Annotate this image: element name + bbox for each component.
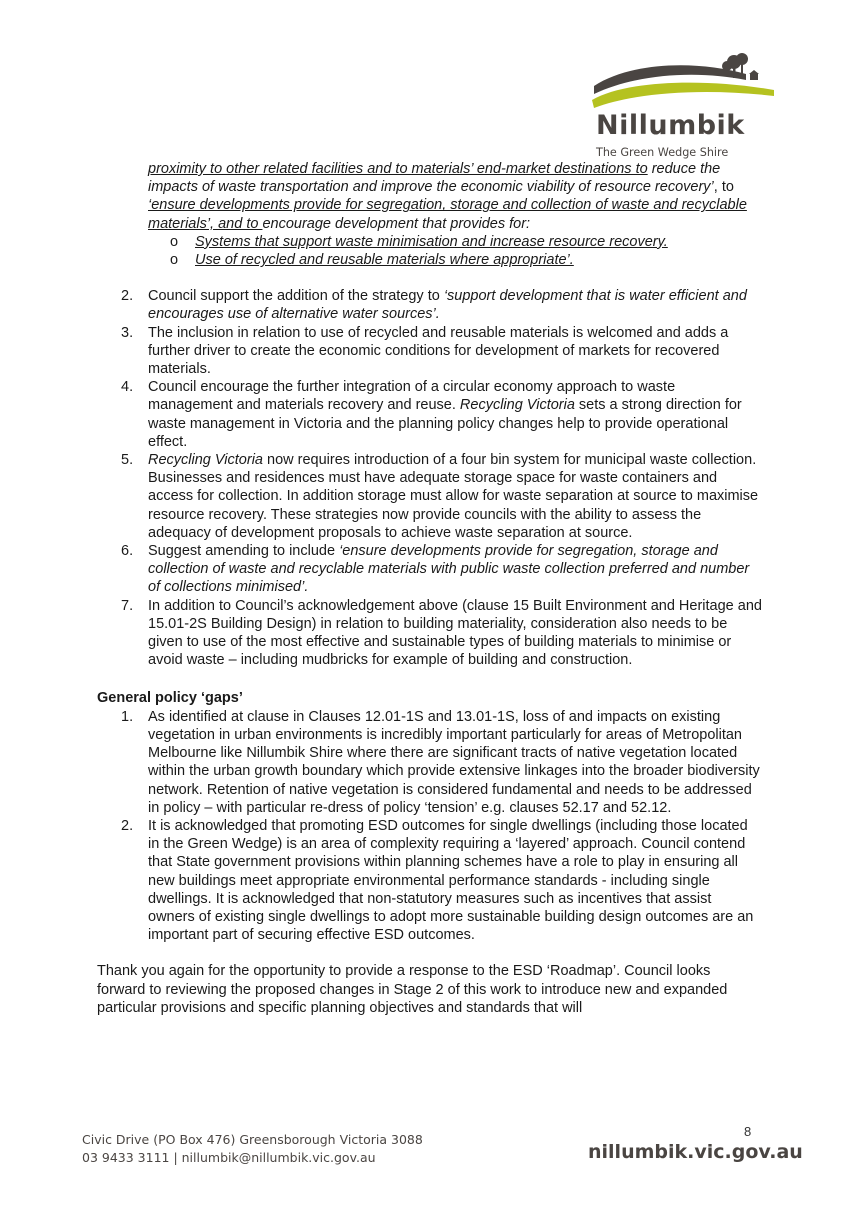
list-item [148,233,762,251]
page-number: 8 [744,1124,752,1139]
list-item [97,324,762,379]
intro-paragraph [97,160,762,233]
logo-name: Nillumbik [596,110,745,141]
item-number: 6. [121,543,134,560]
intro-bullet-list [97,233,762,269]
list-item [97,542,762,597]
item-text: It is acknowledged that promoting ESD outcomes for single dwellings (including those located in the Green Wedge) is an area of complexity requiring a ‘layered’ approach. Council contend that State government provisions within planning schemes have a role to play in ensuring all new buildings meet appropriate environmental performance standards - including single dwellings. It is acknowledged that non-statutory measures such as incentives that assist owners of existing single dwellings to adopt more sustainable building design outcomes are an important part of securing effective ESD outcomes. [148,817,754,944]
intro-quote-start: proximity to other related facilities and to materials’ end-market destinations to [148,161,648,177]
bullet-marker: o [170,233,179,250]
footer-website: nillumbik.vic.gov.au [588,1141,803,1163]
item-quote: ‘ensure developments provide for segregation, storage and collection of waste and recyclable materials with public waste collection preferred and number of collections minimised’. [148,543,750,596]
comments-list [97,287,762,669]
list-item [97,378,762,451]
intro-quote-end: reduce the impacts of waste transportation and improve the economic viability of resource recovery’ [148,161,721,196]
nillumbik-logo [586,50,776,165]
bullet-text: Systems that support waste minimisation and increase resource recovery. [195,233,668,250]
intro-connector: , to [713,179,734,196]
item-number: 7. [121,597,134,614]
list-item [148,251,762,269]
item-number: 3. [121,324,134,341]
item-text: Council support the addition of the strategy to [148,288,444,305]
bullet-text: Use of recycled and reusable materials where appropriate’. [195,252,574,269]
bullet-marker: o [170,252,179,269]
item-title-ref: Recycling Victoria [148,452,263,469]
intro-quote-lead: encourage development that provides for: [262,215,531,232]
document-body [97,160,762,1017]
footer-address-line: Civic Drive (PO Box 476) Greensborough Victoria 3088 [82,1132,423,1147]
item-number: 1. [121,708,134,725]
item-number: 2. [121,288,134,305]
list-item [97,451,762,542]
item-text-rest: now requires introduction of a four bin system for municipal waste collection. Businesses and residences must have adequate storage space for waste containers and access for collection. In addition storage must allow for waste separation at source to maximise resource recovery. These strategies now provide councils with the ability to assess the adequacy of development proposals to achieve waste separation at source. [148,452,759,541]
footer-contact-line: 03 9433 3111 | nillumbik@nillumbik.vic.gov.au [82,1150,376,1165]
item-quote: ‘support development that is water efficient and encourages use of alternative water sources’. [148,288,747,323]
item-text: As identified at clause in Clauses 12.01-1S and 13.01-1S, loss of and impacts on existing vegetation in urban environments is incredibly important particularly for areas of Metropolitan Melbourne like Nillumbik Shire where there are significant tracts of native vegetation located within the urban growth boundary which provide extensive linkages into the broader biodiversity network. Retention of native vegetation is considered fundamental and needs to be addressed in policy – with particular re-dress of policy ‘tension’ e.g. clauses 52.17 and 52.12. [148,708,760,816]
list-item [97,708,762,817]
intro-quote-second: ‘ensure developments provide for segregation, storage and collection of waste and recyclable materials’, and to [148,197,747,232]
item-text: In addition to Council’s acknowledgement above (clause 15 Built Environment and Heritage and 15.01-2S Building Design) in relation to building materiality, consideration also needs to be given to use of the most effective and sustainable types of building materials to minimise or avoid waste – including mudbricks for example of building and construction. [148,597,762,669]
item-text-rest: sets a strong direction for waste management in Victoria and the planning policy changes help to provide operational effect. [148,397,742,450]
item-number: 4. [121,379,134,396]
closing-paragraph: Thank you again for the opportunity to provide a response to the ESD ‘Roadmap’. Council looks forward to reviewing the proposed changes in Stage 2 of this work to introduce new and expanded particular provisions and specific planning objectives and standards that will [97,963,728,1016]
item-number: 2. [121,817,134,834]
logo-tagline: The Green Wedge Shire [596,146,729,159]
logo-landscape-icon [586,50,776,110]
item-number: 5. [121,452,134,469]
gaps-list [97,708,762,945]
list-item [97,287,762,323]
footer-address [82,1131,423,1167]
list-item [97,597,762,670]
item-text: The inclusion in relation to use of recycled and reusable materials is welcomed and adds a further driver to create the economic conditions for development of markets for recovered materials. [148,324,729,378]
section-heading: General policy ‘gaps’ [97,690,243,707]
list-item [97,817,762,944]
item-title-ref: Recycling Victoria [459,397,575,414]
item-text: Council encourage the further integration of a circular economy approach to waste management and materials recovery and reuse. [148,379,676,414]
item-text: Suggest amending to include [148,543,340,560]
